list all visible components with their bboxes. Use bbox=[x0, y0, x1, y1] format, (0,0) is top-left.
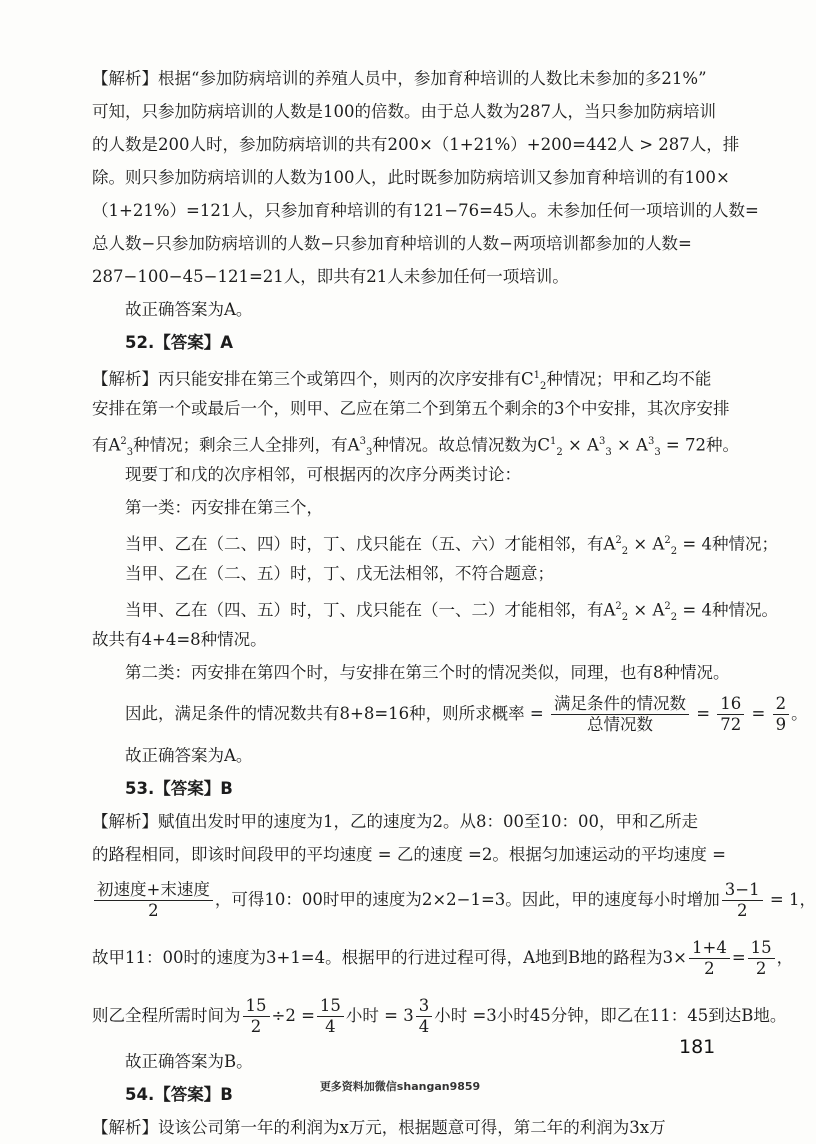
fraction-numerator: 16 bbox=[717, 694, 744, 715]
text-span: 当甲、乙在（四、五）时，丁、戊只能在（一、二）才能相邻，有A bbox=[125, 600, 616, 620]
fraction-denominator: 72 bbox=[720, 715, 742, 734]
fraction-denominator: 总情况数 bbox=[586, 715, 653, 734]
math-sup: 1 bbox=[549, 436, 557, 447]
math-sub: 2 bbox=[540, 380, 547, 392]
text-span: ，可得10：00时甲的速度为2×2−1=3。因此，甲的速度每小时增加 bbox=[214, 890, 720, 909]
math-sub: 2 bbox=[670, 611, 678, 623]
math-sup: 3 bbox=[359, 436, 366, 447]
fraction-numerator: 15 bbox=[243, 996, 270, 1017]
text-line: 总人数−只参加防病培训的人数−只参加育种培训的人数−两项培训都参加的人数= bbox=[92, 234, 692, 253]
text-span: ÷2 = bbox=[271, 1006, 315, 1025]
text-line: 【解析】根据“参加防病培训的养殖人员中，参加育种培训的人数比未参加的多21%” bbox=[92, 69, 707, 88]
math-sub: 2 bbox=[621, 611, 629, 623]
fraction-numerator: 3 bbox=[416, 996, 433, 1017]
text-line: 故共有4+4=8种情况。 bbox=[92, 630, 267, 649]
text-line bbox=[92, 359, 722, 392]
fraction bbox=[722, 880, 763, 921]
math-sup: 2 bbox=[615, 601, 622, 612]
fraction-denominator: 9 bbox=[775, 715, 787, 734]
text-line: 当甲、乙在（四、五）时，丁、戊只能在（一、二）才能相邻，有$A^2_2 \times A^2_2 = 4$种情况。 bbox=[125, 600, 778, 623]
text-span: = 72种。 bbox=[660, 435, 739, 455]
math-sub: 3 bbox=[605, 446, 612, 458]
text-line: 当甲、乙在（二、五）时，丁、戊无法相邻，不符合题意； bbox=[125, 564, 554, 583]
fraction bbox=[717, 694, 744, 735]
text-span: 种情况。故总情况数为C bbox=[372, 435, 550, 455]
fraction-numerator: 3−1 bbox=[722, 880, 763, 901]
text-line: 除。则只参加防病培训的人数为100人，此时既参加防病培训又参加育种培训的有100× bbox=[92, 168, 730, 187]
math-sub: 2 bbox=[621, 545, 629, 557]
formula-line bbox=[92, 987, 787, 1045]
text-line: 第一类：丙安排在第三个， bbox=[125, 498, 323, 517]
text-span: = 4种情况。 bbox=[677, 600, 778, 620]
equals-sign: = bbox=[731, 948, 746, 967]
text-span: 种情况；甲和乙均不能 bbox=[546, 369, 712, 389]
math-sup: 2 bbox=[120, 436, 127, 447]
period: 。 bbox=[791, 704, 808, 723]
text-span: 故甲11：00时的速度为3+1=4。根据甲的行进过程可得，A地到B地的路程为3× bbox=[92, 948, 687, 967]
text-line: 【解析】设该公司第一年的利润为x万元，根据题意可得，第二年的利润为3x万 bbox=[92, 1118, 666, 1137]
fraction-denominator: 2 bbox=[755, 959, 767, 978]
fraction-numerator: 15 bbox=[748, 938, 775, 959]
text-span: 小时 =3小时45分钟，即乙在11：45到达B地。 bbox=[434, 1006, 787, 1025]
text-span: 当甲、乙在（二、四）时，丁、戊只能在（五、六）才能相邻，有A bbox=[125, 534, 616, 554]
text-line: 【解析】赋值出发时甲的速度为1，乙的速度为2。从8：00至10：00，甲和乙所走 bbox=[92, 812, 698, 831]
math-sup: 2 bbox=[664, 601, 671, 612]
fraction-denominator: 2 bbox=[148, 901, 159, 920]
equals-sign: = bbox=[751, 704, 766, 723]
text-line: 的人数是200人时，参加防病培训的共有200×（1+21%）+200=442人 > 287人，排 bbox=[92, 135, 740, 154]
fraction-numerator: 初速度+末速度 bbox=[94, 880, 213, 901]
fraction bbox=[551, 694, 689, 735]
math-sub: 2 bbox=[670, 545, 678, 557]
fraction bbox=[416, 996, 433, 1037]
conclusion-line: 故正确答案为B。 bbox=[125, 1052, 253, 1071]
fraction-denominator: 2 bbox=[250, 1017, 262, 1036]
formula-line bbox=[92, 929, 794, 987]
footer-note: 更多资料加微信shangan9859 bbox=[319, 1080, 481, 1093]
fraction bbox=[748, 938, 775, 979]
equals-sign: = bbox=[696, 704, 711, 723]
text-span: 【解析】丙只能安排在第三个或第四个，则丙的次序安排有C bbox=[92, 369, 534, 389]
page-number: 181 bbox=[679, 1036, 716, 1058]
comma: ， bbox=[776, 948, 794, 967]
fraction-numerator: 15 bbox=[317, 996, 344, 1017]
fraction bbox=[317, 996, 344, 1037]
text-line: 287−100−45−121=21人，即共有21人未参加任何一项培训。 bbox=[92, 267, 569, 286]
fraction bbox=[243, 996, 270, 1037]
answer-heading: 52.【答案】A bbox=[125, 333, 233, 352]
fraction-denominator: 4 bbox=[325, 1017, 336, 1036]
text-span: 因此，满足条件的情况数共有8+8=16种，则所求概率 = bbox=[125, 704, 544, 723]
fraction-denominator: 4 bbox=[418, 1017, 430, 1036]
math-sup: 2 bbox=[615, 535, 622, 546]
text-line: （1+21%）=121人，只参加育种培训的有121−76=45人。未参加任何一项培训的人数= bbox=[92, 201, 759, 220]
conclusion-line: 故正确答案为A。 bbox=[125, 746, 253, 765]
formula-line bbox=[92, 871, 816, 929]
text-line: 有$A^2_3$种情况；剩余三人全排列，有$A^3_3$种情况。故总情况数为$C^1_2 \times A^3_3 \times A^3_3 = 72$种。 bbox=[92, 435, 739, 458]
fraction-denominator: 2 bbox=[736, 901, 748, 920]
text-line: 安排在第一个或最后一个，则甲、乙应在第二个到第五个剩余的3个中安排，其次序安排 bbox=[92, 399, 730, 418]
text-span: 小时 = 3 bbox=[345, 1006, 414, 1025]
text-span: 则乙全程所需时间为 bbox=[92, 1006, 241, 1025]
fraction-denominator: 2 bbox=[704, 959, 715, 978]
text-span: 有A bbox=[92, 435, 121, 455]
math-sub: 3 bbox=[365, 446, 373, 458]
math-sup: 3 bbox=[647, 436, 655, 447]
math-sub: 3 bbox=[126, 446, 134, 458]
answer-heading: 53.【答案】B bbox=[125, 779, 233, 798]
fraction-numerator: 2 bbox=[773, 694, 790, 715]
math-sup: 1 bbox=[533, 370, 540, 381]
text-line: 第二类：丙安排在第四个时，与安排在第三个时的情况类似，同理，也有8种情况。 bbox=[125, 663, 730, 682]
math-sub: 3 bbox=[654, 446, 661, 458]
text-line: 现要丁和戊的次序相邻，可根据丙的次序分两类讨论： bbox=[125, 465, 521, 484]
text-line: 当甲、乙在（二、四）时，丁、戊只能在（五、六）才能相邻，有$A^2_2 \times A^2_2 = 4$种情况； bbox=[125, 534, 778, 557]
text-span: = 4种情况； bbox=[677, 534, 778, 554]
document-body bbox=[92, 62, 816, 1144]
text-span: = 1， bbox=[764, 890, 816, 909]
fraction bbox=[689, 938, 730, 979]
math-sub: 2 bbox=[556, 446, 563, 458]
answer-heading: 54.【答案】B bbox=[125, 1085, 233, 1104]
text-line: 的路程相同，即该时间段甲的平均速度 = 乙的速度 =2。根据匀加速运动的平均速度 = bbox=[92, 845, 726, 864]
text-span: 种情况；剩余三人全排列，有A bbox=[133, 435, 360, 455]
fraction bbox=[773, 694, 790, 735]
probability-line bbox=[92, 689, 808, 739]
math-sup: 2 bbox=[664, 535, 671, 546]
math-sup: 3 bbox=[598, 436, 606, 447]
fraction-numerator: 1+4 bbox=[689, 938, 730, 959]
fraction bbox=[94, 880, 213, 921]
text-line: 可知，只参加防病培训的人数是100的倍数。由于总人数为287人，当只参加防病培训 bbox=[92, 102, 716, 121]
conclusion-line: 故正确答案为A。 bbox=[125, 300, 253, 319]
fraction-numerator: 满足条件的情况数 bbox=[551, 694, 689, 715]
